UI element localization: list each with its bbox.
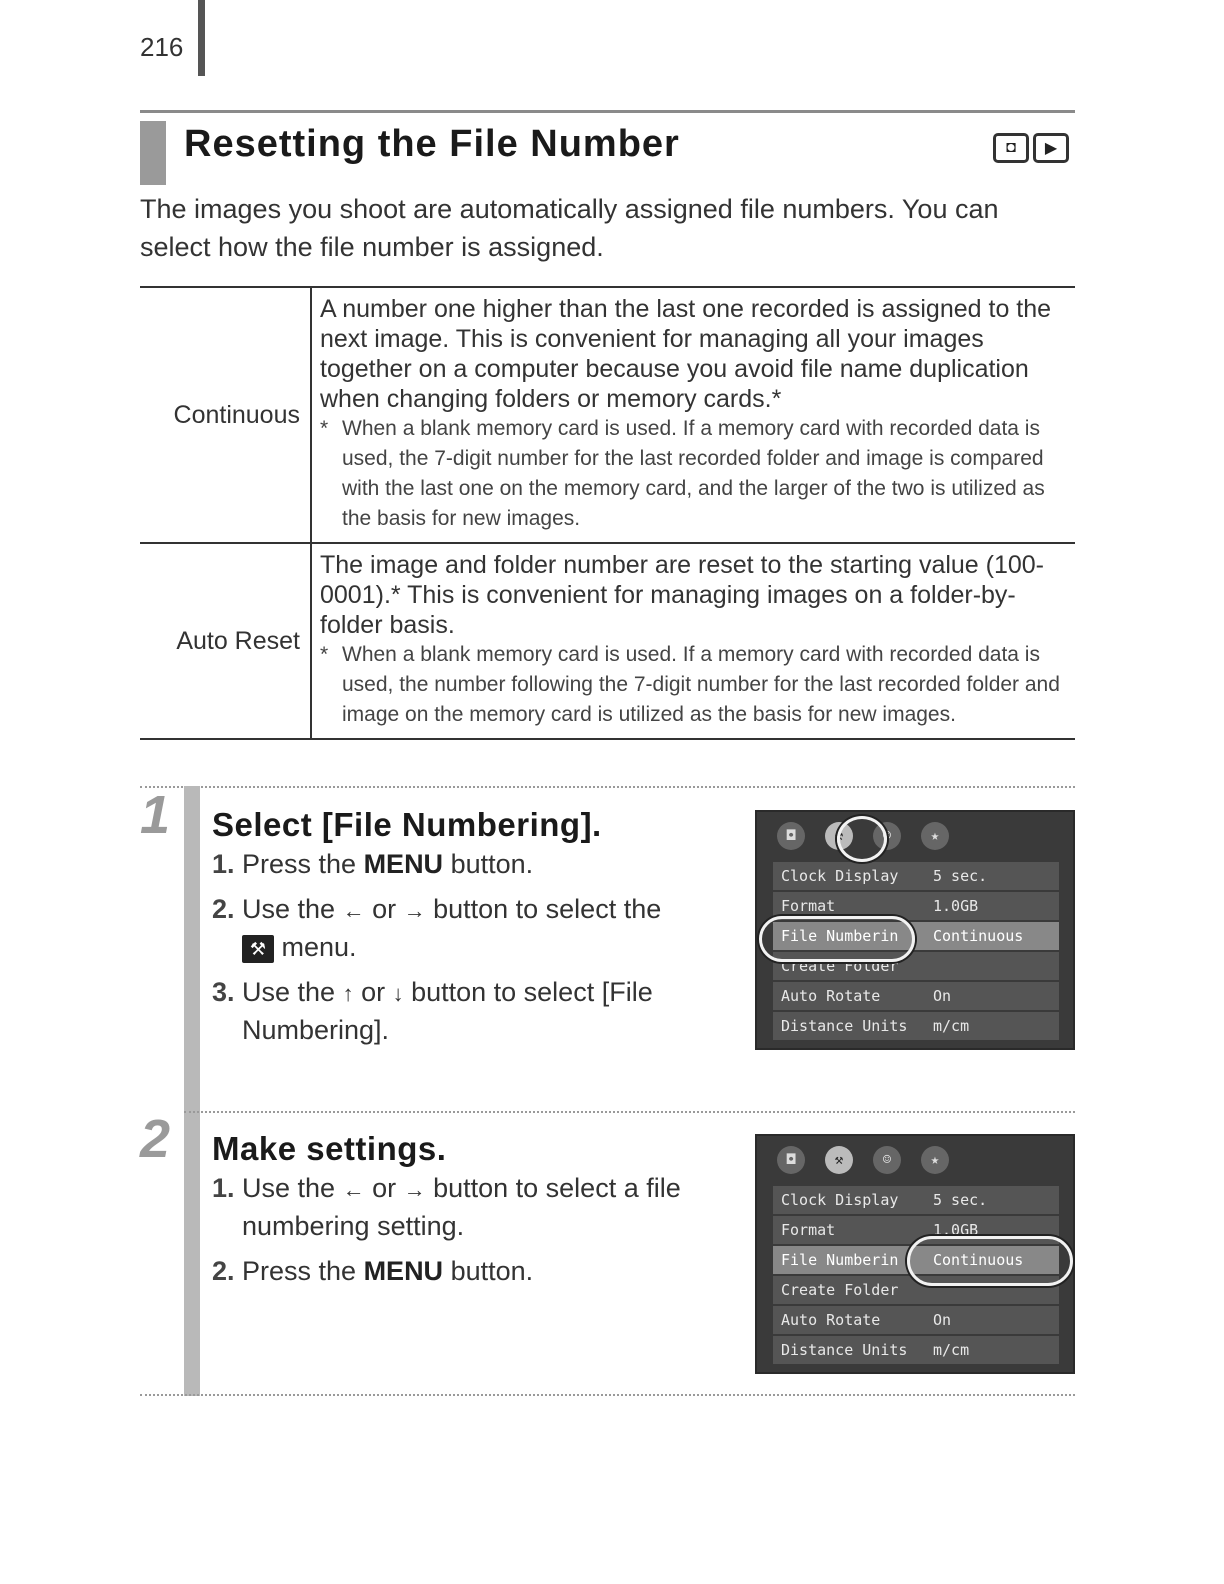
screen-row-value: Continuous [933, 927, 1024, 945]
instruction-number: 1. [212, 1173, 235, 1203]
step-side-bar [184, 786, 200, 1396]
instruction-number: 2. [212, 894, 235, 924]
instruction-text: button. [443, 849, 534, 879]
camera-screen-step-1 [755, 810, 1075, 1050]
camera-screen-step-2 [755, 1134, 1075, 1374]
page-number-rule [198, 0, 205, 76]
option-footnote: * When a blank memory card is used. If a memory card with recorded data is used, the number following the 7-digit number for the last recorded folder and image on the memory card is utilized as the basis for new images. [320, 640, 1075, 730]
screen-tab-tools-icon: ⚒ [825, 1146, 853, 1174]
screen-row-label: Auto Rotate [781, 1311, 881, 1329]
instruction-text: or [364, 1173, 404, 1203]
screen-row-value: m/cm [933, 1341, 970, 1359]
options-table [140, 286, 1075, 740]
screen-row [773, 862, 1059, 890]
instruction-item [212, 1170, 732, 1245]
screen-row [773, 1012, 1059, 1040]
right-arrow-icon: → [403, 898, 426, 923]
instruction-text: or [353, 977, 393, 1007]
screen-row-label: Format [781, 1221, 836, 1239]
screen-row [773, 982, 1059, 1010]
instruction-item [212, 1253, 732, 1290]
instruction-item [212, 846, 732, 883]
instruction-text: button. [443, 1256, 534, 1286]
screen-row-label: Distance Units [781, 1341, 908, 1359]
screen-tab-camera-icon: ◘ [777, 1146, 805, 1174]
step-title: Select [File Numbering]. [212, 806, 602, 843]
left-arrow-icon: ← [342, 1177, 365, 1202]
steps-section [140, 786, 1075, 1396]
down-arrow-icon: ↓ [392, 981, 404, 1006]
option-row-continuous [140, 287, 1075, 543]
screen-row-value: 1.0GB [933, 1221, 979, 1239]
option-footnote: * When a blank memory card is used. If a memory card with recorded data is used, the 7-digit number for the last recorded folder and image is compared with the last one on the memory card, and the larger of the two is utilized as the basis for new images. [320, 414, 1075, 534]
playback-icon: ▶ [1033, 133, 1069, 163]
instruction-text: button to select the [425, 894, 662, 924]
screen-row [773, 1306, 1059, 1334]
instruction-text: or [364, 894, 404, 924]
screen-tab-camera-icon: ◘ [777, 822, 805, 850]
tools-menu-icon: ⚒ [242, 935, 274, 963]
steps-bottom-rule [140, 1394, 1075, 1396]
screen-row-label: Create Folder [781, 1281, 899, 1299]
screen-tab-my-settings-icon: ☺ [873, 1146, 901, 1174]
instruction-text: Use the [242, 977, 343, 1007]
instruction-number: 3. [212, 977, 235, 1007]
screen-tab-favorites-icon: ★ [921, 1146, 949, 1174]
screen-row-label: File Numberin [781, 927, 899, 945]
screen-tab-tools-icon: ⚒ [825, 822, 853, 850]
up-arrow-icon: ↑ [342, 981, 354, 1006]
instruction-text: Use the [242, 894, 343, 924]
step-title: Make settings. [212, 1130, 447, 1167]
screen-row-value: On [933, 987, 952, 1005]
screen-row-label: Clock Display [781, 1191, 899, 1209]
screen-row-value: On [933, 1311, 952, 1329]
option-description-cell [311, 543, 1075, 739]
step-number: 1 [140, 785, 171, 845]
step-divider [184, 1111, 1075, 1113]
screen-menu-tabs [777, 1146, 949, 1174]
highlight-ring [907, 1236, 1073, 1286]
instruction-text: button to select a file numbering setting. [242, 1173, 681, 1241]
page-number: 216 [140, 32, 184, 62]
highlight-ring [759, 916, 915, 962]
step-instructions [212, 1170, 732, 1298]
menu-button-label: MENU [363, 1256, 444, 1286]
mode-icons [993, 133, 1069, 163]
screen-row-label: Create Folder [781, 957, 899, 975]
option-description: A number one higher than the last one recorded is assigned to the next image. This is convenient for managing all your images together on a computer because you avoid file name duplication when changing folders or memory cards.* [320, 295, 1052, 413]
option-label: Continuous [140, 287, 311, 543]
screen-row [773, 1336, 1059, 1364]
screen-row-value: 5 sec. [933, 1191, 988, 1209]
instruction-item [212, 974, 732, 1049]
step-instructions [212, 846, 732, 1057]
steps-top-rule [140, 786, 1075, 788]
instruction-item [212, 891, 732, 966]
screen-row-label: File Numberin [781, 1251, 899, 1269]
section-title-bar [140, 110, 1075, 185]
intro-paragraph: The images you shoot are automatically assigned file numbers. You can select how the file number is assigned. [140, 194, 999, 262]
camera-icon: ◘ [993, 133, 1029, 163]
instruction-number: 1. [212, 849, 235, 879]
highlight-ring [837, 816, 887, 862]
right-arrow-icon: → [403, 1177, 426, 1202]
screen-row-label: Clock Display [781, 867, 899, 885]
screen-row-label: Format [781, 897, 836, 915]
screen-row-value: 5 sec. [933, 867, 988, 885]
instruction-number: 2. [212, 1256, 235, 1286]
page-title: Resetting the File Number [184, 123, 680, 165]
option-label: Auto Reset [140, 543, 311, 739]
step-number: 2 [140, 1109, 171, 1169]
screen-row-value: 1.0GB [933, 897, 979, 915]
instruction-text: Press the [242, 1256, 364, 1286]
instruction-text: Press the [242, 849, 364, 879]
menu-button-label: MENU [363, 849, 444, 879]
title-marker [140, 121, 166, 185]
instruction-text: Use the [242, 1173, 343, 1203]
option-description-cell [311, 287, 1075, 543]
screen-tab-favorites-icon: ★ [921, 822, 949, 850]
instruction-text: button to select [File Numbering]. [242, 977, 653, 1045]
screen-row [773, 1186, 1059, 1214]
option-description: The image and folder number are reset to the starting value (100-0001).* This is convenient for managing images on a folder-by-folder basis. [320, 551, 1045, 639]
screen-tab-my-settings-icon: ☺ [873, 822, 901, 850]
left-arrow-icon: ← [342, 898, 365, 923]
screen-row-value: m/cm [933, 1017, 970, 1035]
screen-row-label: Distance Units [781, 1017, 908, 1035]
option-row-auto-reset [140, 543, 1075, 739]
screen-row-value: Continuous [933, 1251, 1024, 1269]
screen-row-label: Auto Rotate [781, 987, 881, 1005]
instruction-text: menu. [274, 932, 357, 962]
